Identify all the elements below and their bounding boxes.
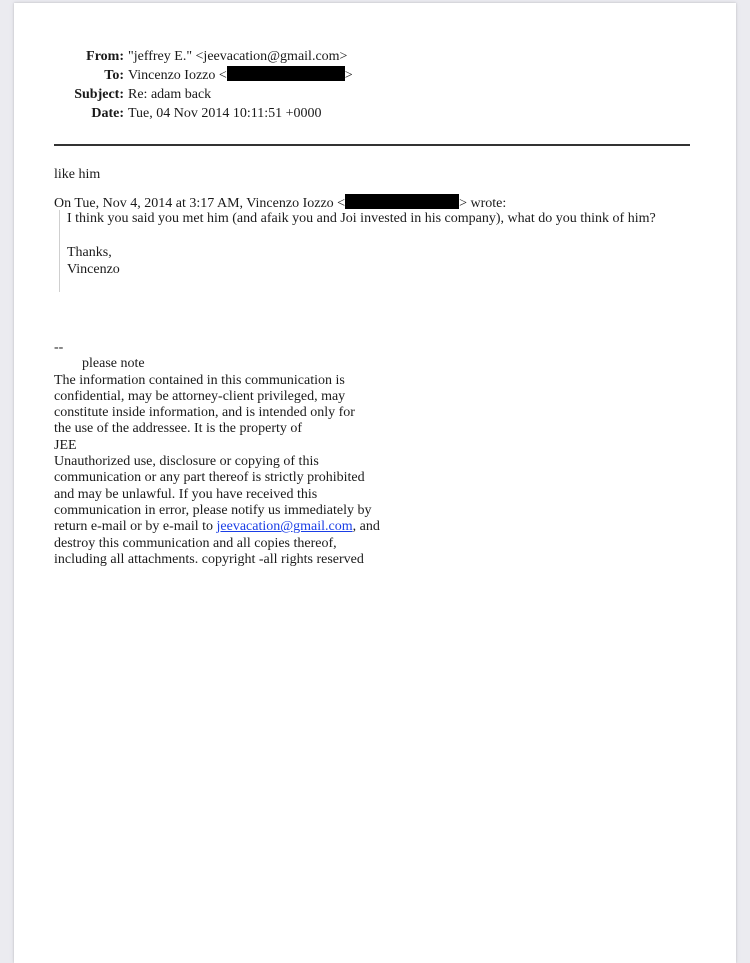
disclaimer-line: destroy this communication and all copies thereof, (54, 535, 337, 551)
quoted-signoff: Vincenzo (67, 262, 120, 277)
to-label: To: (104, 68, 124, 83)
date-label: Date: (91, 106, 124, 121)
from-label: From: (86, 49, 124, 64)
reply-text: like him (54, 167, 101, 182)
disclaimer-line: constitute inside information, and is intended only for (54, 405, 355, 421)
disclaimer-line: The information contained in this communication is (54, 372, 345, 388)
disclaimer-line: communication in error, please notify us immediately by (54, 502, 372, 518)
quoted-line: I think you said you met him (and afaik you and Joi invested in his company), what do you think of him? (67, 211, 656, 226)
disclaimer-line: JEE (54, 437, 77, 453)
disclaimer-line: the use of the addressee. It is the property of (54, 421, 303, 437)
quote-intro-suffix: > wrote: (459, 196, 507, 211)
disclaimer-line-return (54, 519, 380, 535)
subject-value: Re: adam back (128, 87, 212, 102)
quote-intro-prefix: On Tue, Nov 4, 2014 at 3:17 AM, Vincenzo Iozzo < (54, 196, 346, 211)
disclaimer-line: communication or any part thereof is strictly prohibited (54, 470, 365, 486)
to-suffix: > (344, 68, 353, 83)
disclaimer-line: Unauthorized use, disclosure or copying of this (54, 454, 319, 470)
date-value: Tue, 04 Nov 2014 10:11:51 +0000 (128, 106, 322, 121)
disclaimer-line: and may be unlawful. If you have received this (54, 486, 318, 502)
email-link[interactable]: jeevacation@gmail.com (216, 519, 353, 535)
redaction-box (227, 66, 345, 81)
from-value: "jeffrey E." <jeevacation@gmail.com> (128, 49, 348, 64)
return-suffix: , and (352, 519, 380, 535)
signature-disclaimer (54, 340, 380, 568)
redaction-box (345, 194, 459, 209)
subject-label: Subject: (74, 87, 124, 102)
signature-note: please note (82, 356, 145, 372)
quoted-message (59, 210, 656, 292)
document-page (14, 3, 736, 963)
return-prefix: return e-mail or by e-mail to (54, 519, 217, 535)
to-value: Vincenzo Iozzo < (128, 68, 227, 83)
header-divider (54, 144, 690, 146)
quoted-thanks: Thanks, (67, 245, 112, 260)
disclaimer-line: including all attachments. copyright -all rights reserved (54, 551, 364, 567)
disclaimer-line: confidential, may be attorney-client privileged, may (54, 388, 346, 404)
signature-separator: -- (54, 340, 64, 355)
to-value-wrap (128, 66, 353, 85)
